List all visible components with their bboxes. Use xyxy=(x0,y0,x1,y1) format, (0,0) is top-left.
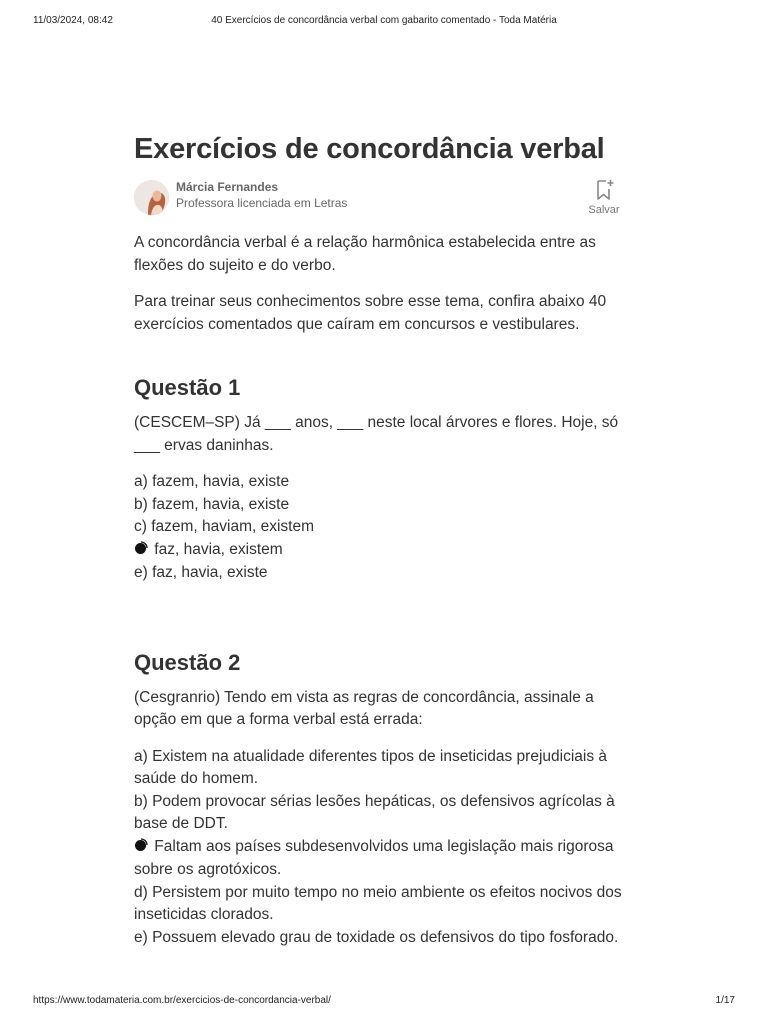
print-document-title: 40 Exercícios de concordância verbal com gabarito comentado - Toda Matéria xyxy=(211,15,557,26)
intro-paragraph: A concordância verbal é a relação harmônica estabelecida entre as flexões do sujeito e do verbo. xyxy=(134,234,596,274)
answer-option-correct xyxy=(134,836,639,882)
author-name[interactable]: Márcia Fernandes xyxy=(176,180,279,194)
answer-option-correct xyxy=(134,539,639,563)
bookmark-add-icon xyxy=(584,178,624,202)
save-button[interactable] xyxy=(584,178,624,222)
author-avatar xyxy=(134,180,169,215)
author-role: Professora licenciada em Letras xyxy=(176,196,348,210)
question-text: (CESCEM–SP) Já ___ anos, ___ neste local árvores e flores. Hoje, só ___ ervas daninhas. xyxy=(134,414,619,454)
answer-option: b) Podem provocar sérias lesões hepáticas, os defensivos agrícolas à base de DDT. xyxy=(134,792,615,832)
answer-option: d) Persistem por muito tempo no meio ambiente os efeitos nocivos dos inseticidas clorados. xyxy=(134,883,622,923)
intro-paragraph: Para treinar seus conhecimentos sobre esse tema, confira abaixo 40 exercícios comentados que caíram em concursos e vestibulares. xyxy=(134,293,607,333)
answer-option: a) fazem, havia, existe xyxy=(134,473,290,490)
print-url: https://www.todamateria.com.br/exercicios-de-concordancia-verbal/ xyxy=(33,995,331,1006)
answer-option: e) faz, havia, existe xyxy=(134,564,268,581)
answer-option-text: faz, havia, existem xyxy=(150,540,283,558)
question-heading: Questão 2 xyxy=(134,649,241,675)
answer-option: e) Possuem elevado grau de toxidade os defensivos do tipo fosforado. xyxy=(134,928,619,946)
print-header xyxy=(33,15,735,29)
author-row xyxy=(134,180,639,226)
print-footer xyxy=(33,995,735,1009)
article-title: Exercícios de concordância verbal xyxy=(134,133,605,165)
answer-option: a) Existem na atualidade diferentes tipos de inseticidas prejudiciais à saúde do homem. xyxy=(134,747,608,787)
answer-option: b) fazem, havia, existe xyxy=(134,495,290,513)
answer-options xyxy=(134,746,639,950)
print-date: 11/03/2024, 08:42 xyxy=(33,15,113,26)
answer-option-text: Faltam aos países subdesenvolvidos uma legislação mais rigorosa sobre os agrotóxicos. xyxy=(134,837,614,878)
answer-mark-icon xyxy=(134,837,148,860)
save-label: Salvar xyxy=(588,204,620,216)
page-number: 1/17 xyxy=(715,995,735,1006)
article xyxy=(134,130,639,949)
question-heading: Questão 1 xyxy=(134,375,241,400)
answer-option: c) fazem, haviam, existem xyxy=(134,518,315,535)
answer-options xyxy=(134,471,639,585)
answer-mark-icon xyxy=(134,540,148,563)
question-text: (Cesgranrio) Tendo em vista as regras de concordância, assinale a opção em que a forma verbal está errada: xyxy=(134,688,594,728)
